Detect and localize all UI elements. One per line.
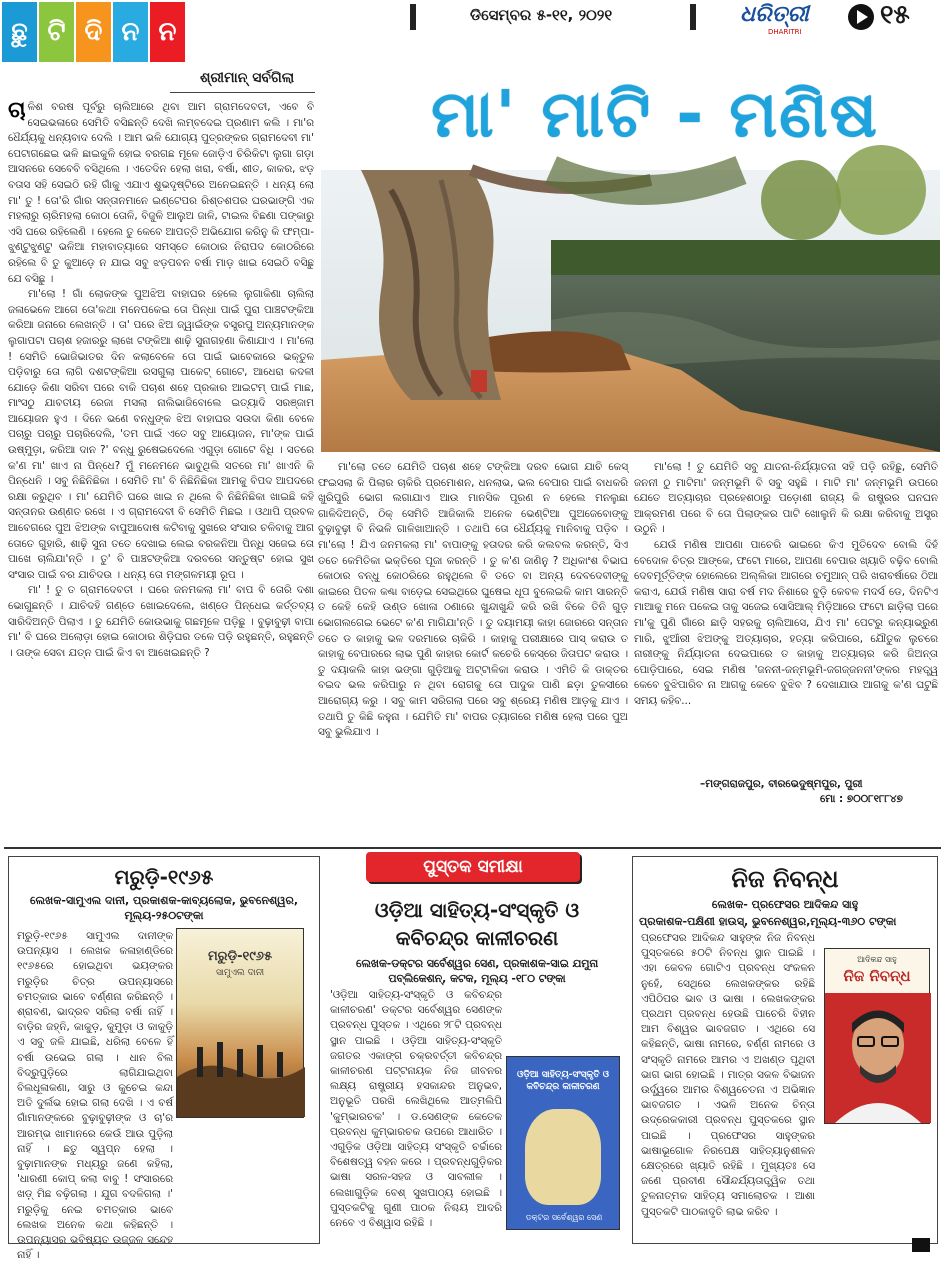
author-mobile: ମୋ : ୭୦୦୮୧୮୮୪୭ (820, 793, 903, 805)
article-column-right (634, 460, 938, 778)
header-divider (410, 4, 416, 30)
play-icon (848, 4, 874, 30)
book-title: ଓଡ଼ିଆ ସାହିତ୍ୟ-ସଂସ୍କୃତି ଓ କବିଚନ୍ଦ୍ର କାଳୀଚରଣ (374, 898, 580, 950)
section-tiles (2, 2, 185, 62)
photo-illustration (321, 170, 940, 452)
section-tile: ଛୁ (2, 2, 37, 62)
book-review-text: ମରୁଡ଼ି-୧୯୬୫ ସାମୁଏଲ ଦାନୀଙ୍କ ଉପନ୍ୟାସ । ଲେଖକ କଳାହାଣ୍ଡିରେ ୧୯୬୫ରେ ହୋଇଥିବା ଭୟଙ୍କର ମରୁଡ଼ିର ଚିତ୍ର ଉପନ୍ୟାସରେ ଚମତ୍କାର ଭାବେ ବର୍ଣ୍ଣନା କରିଛନ୍ତି । ଶ୍ରାବଣ, ଭାଦ୍ରବ ସରିଲା ବର୍ଷା ନାହିଁ । ବାଡ଼ିର ଜହ୍ନି, କାକୁଡ଼, କୁମୁଡ଼ା ଓ କାକୁଡ଼ି ଏ ସବୁ ଜଳି ଯାଇଛି, ଧରିଲା ବେଳେ ହିଁ ବର୍ଷା ଉଭେଇ ଗଲା । ଧାନ ବିଲ ବିଦ୍ରୁପୁଡ଼ିରେ ଲାଗିଯାଇଥିବା ବିଲଧୂଳାକଣା, ସାରୁ ଓ କୁଚେଇ କନ୍ଦା ଅତି ଦୁର୍ଲଭ ହୋଇ ଗଲା ଦେଖି । ଏ ବର୍ଷ ଗାଁମାନଙ୍କରେ ବୁଢ଼ାବୁଢ଼ୀଙ୍କ ଓ ଚା'ର ଆରମ୍ଭ ଖାମାନରେ କେଉଁ ଆଉ ପୁଡ଼ିଲା ନାହିଁ । ଛତୁ ସ୍ୱପ୍ନ ହେଲା । ବୁଢ଼ାମାନଙ୍କ ମଧ୍ୟରୁ ଜଣେ କହିଲା, 'ଧାରଣୀ କୋପ୍ କଲା ବାବୁ ! ସଂସାରରେ ଖଡ଼୍ ମିଛ ବଢ଼ିଗଲା । ଯୁଗ ବଦଳିଗଲା ।' ମରୁଡ଼ିକୁ ନେଇ ଚମତ୍କାର ଭାବେ ଲେଖକ ଅନେକ କଥା କହିଛନ୍ତି । ଉପନ୍ୟାସର ଭବିଷ୍ୟତ ଉଜ୍ଜଳ ସନ୍ଦେହ ନାହିଁ । (17, 930, 173, 1262)
book-cover-kalicharan (506, 1056, 620, 1230)
cover-portrait (525, 1109, 601, 1205)
corner-mark (912, 1238, 930, 1252)
cover-title: ମରୁଡ଼ି-୧୯୬୫ (207, 949, 273, 964)
article-paragraph: ମା'ଲୋ ! ଗାଁ ଲୋକଙ୍କ ପୁଅଝିଅ ବାହାଘର ହେଲେ ଲୁଗାକିଣା ଚାଲିଲା ଜଳାଭେଳେ ଆଗେ ତୋ'କଥା ମନେପକେଇ ତୋ ପିନ୍ଧା ପାଇଁ ପୁରା ପାଞ୍ଚଟଙ୍କିଆ କରିଆ ଜନାରେ ଲେଖନ୍ତି । ତା' ପରେ ଝିଅ ଜ୍ୱାଇଁଙ୍କ ବସ୍ତ୍ରପୁ ଅନ୍ୟମାନଙ୍କ ଲୁଗାପଟା ପଚାଶ ହଜାରରୁ ଲାଖେ ଟଙ୍କିଆ ଶାଢ଼ି ସୁନାଗହଣା କିଣାଯାଏ । ମା'ଲୋ ! ସେମିତି ଭୋଜିଭାତର ଦିନ କଲାବେଳେ ତୋ ପାଇଁ ଭାବେକାରେ ଭକ୍ତୁଳ ପଡ଼ିବାରୁ ତୋ ଲାଗି ଦଶଟଙ୍କିଆ ରସଗୁଲା ପାକେଟ୍ ଗୋଟେ, ଆଧେରା କଦଳୀ ଯୋଡ଼େ କିଣା ସରିବା ପରେ ବାକି ପଚାଶ ଶହେ ପ୍ରକାର ଆଇଟମ୍ ପାଇଁ ମାଛ, ମାଂସଠୁ ଯାବତୀୟ ରେଜା ମସଲା ନାଲିଭାଜିବୋଲେ ଇତ୍ୟାଦି ସରଞ୍ଜାମ ଆୟୋଜନ ହୁଏ । ଦିନେ ଭଣେ ବନ୍ଧୁଙ୍କ ଝିଅ ବାହାଘର ସଉଦା କିଣା ବେଳେ ପଚାରୁ ପଚାରୁ ପଚାରିଦେଲି, 'ତମ ପାଇଁ ଏତେ ସବୁ ଆୟୋଜନ, ମା'ଙ୍କ ପାଇଁ ଉଷ୍ମୁଡ଼ା, କରିଆ ଦାନ ?' ବନ୍ଧୁ ରୁଷେଇଦେଲେ ଏଗୁଡ଼ା ଗୋଟେ ବିଧି । ସତରେ କ'ଣ ମା' ଖାଏ ନା ପିନ୍ଧେ? ମୁଁ ମନେମନେ ଭାବୁଥିଲି ସତରେ ମା' ଖାଏନି କି ପିନ୍ଧେନି । ସବୁ ନିଛିନିଛିକା । ସେମିତି ମା' ବି ନିଛିନିଛିକା ଆମକୁ ବିପଦ ଆପଦରେ ରକ୍ଷା କରୁଥିବ । ମା' ଯେମିତି ଘରେ ଖାଇ ନ ଥିଲେ ବି ନିଛିନିଛିକା ଖାଇଛି କହି ସନ୍ତାନର ଉଣ୍ଣତ ରଖେ । ଏ ଗ୍ରାମଦେବୀ ବି ସେମିତି ମିଛଇ । ଓଥାପି ପ୍ରବଳ ଆବେଗରେ ପୁଅ ଝିଅଙ୍କ ବାପୁଆଦୋଷ କଟିବାକୁ ସୁଖରେ ସଂସାର ଚଳିବାକୁ ଆଗ ତୋତେ ଗୁହାରି, ଶାଢ଼ି ସୁନା ତତେ ଦେଖାଇ ଲେଇ ବରକନିଆ ପିନ୍ଧି ସଜେଇ ତୋ ପାଖେ ଚାଲିଯା'ନ୍ତି । ତୁ' ବି ପାଞ୍ଚଟଙ୍କିଆ ଦରବରେ ସନ୍ତୁଷ୍ଟ ହୋଇ ସୁଖ ସଂସାର ପାଇଁ ବର ଯାଚିଦଉ । ଧନ୍ୟ ତୋ ମଙ୍ଗଳମୟୀ ରୂପ । (8, 288, 314, 581)
section-tile: ଦି (76, 2, 111, 62)
brand-subtitle: DHARITRI (768, 28, 802, 36)
section-tile: ଟି (39, 2, 74, 62)
article-paragraph: ମା' ! ତୁ ତ ଗ୍ରାମଦେବତୀ । ଘରେ ଜନମକଲା ମା' ବାପ ବି ତୋରି ଦଶା ଭୋଗୁଛନ୍ତି । ଯାଚିଦହି ଗଣ୍ଡେ ଖୋଇଦେଲେ, ଖଣ୍ଡେ ପିନ୍ଧେଇ କର୍ତ୍ତବ୍ୟ ସାରିଦିଅନ୍ତି ପିଲାଏ । ତୁ ଯେମିତି କୋଉଭାକୁ ଗଛମୂଳେ ପଡ଼ିଛୁ । ବୁଢ଼ାବୁଢ଼ୀ ବାପା ମା' ବି ଘରେ ଅଲୋଡ଼ା ହୋଇ କୋଠାର ଶିଡ଼ିଘର ତଳେ ପଡ଼ି ରହୁଛନ୍ତି, ରହୁଛନ୍ତି । ତାଙ୍କ ସେବା ଯତ୍ନ ପାଇଁ କିଏ ବା ଆଖେଇଛନ୍ତି ? (8, 584, 314, 659)
article-paragraph: ମା'ଲୋ ତତେ ଯେମିତି ପଚାଶ ଶହେ ଟଙ୍କିଆ ଦରବ ଭୋଗ ଯାଚି କେସ୍ ଫଇସଲା କି ପିଲାର ଚାକିରି ପ୍ରମୋଶନ, ଧନଲାଭ, ଭଲ ବେପାର ପାଇଁ ବାଧକରି ଖୁରିପୁରି ଭୋଗ ଲଗାଯାଏ ଆଉ ମାନସିକ ପୂରଣ ନ ହେଲେ ମନଲୁଛା ଗାଳିଦିଅନ୍ତି, ଠିକ୍ ସେମିତି ଆଜିକାଲି ଅନେକ ଭେଣ୍ଟିଆ ପୁଅଜେବୋଙ୍କୁ ବୁଢ଼ାବୁଢ଼ୀ ବି ନିଭଳି ଗାଳିଖାଆନ୍ତି । ତଥାପି ତୋ ଧୈର୍ଯ୍ୟକୁ ମାନିବାକୁ ପଡ଼ିବ । ମା'ଲୋ ! ଯିଏ ଜନମକଲା ମା' ବାପାଙ୍କୁ ହତାଦର କରି କଲବଲ କରନ୍ତି, ସିଏ ତତେ କେମିତିକା ଭକ୍ତିରେ ପୂଜା କରନ୍ତି । ତୁ କ'ଣ ଜାଣିନୁ ? ଅଧିକାଂଶ ବିଭାଘ କୋଠାର ବନ୍ଧୁ କୋଠରିରେ ରହୁଥିଲେ ବି ତତେ ବା ଅନ୍ୟ ଦେବଦେବୀଙ୍କୁ କାଇରେ ପିତଳ କଣ୍ଢା ବାଡ଼େଇ ସେଇଥିରେ ଘୁଷେଇ ଧୂପ ବୁଲେଇକି କାମ ସାରନ୍ତି ତ କେହି କେହି ଉଣ୍ଡ ଖୋଳା ଠଣାରେ ଖୁନ୍ଦାଖୁନ୍ଦି କରି ରଖି ବିକେ ତିନି ଗୁଡ଼ ଭୋଗଲଗେଇ ଭେଟେ କ'ଣ ମାଗିଯା'ନ୍ତି । ତୁ ଦୟାମୟୀ କାହା ଜୋରରେ ସନ୍ତାନ ତତେ ଡ କାହାକୁ ଭଳ ଦରମାରେ ଚାକିରି । କାହାକୁ ପରୀକ୍ଷାରେ ପାସ୍ କରାଉ ତ କାହାକୁ ବେପାରରେ ଲାଭ ପୁଣି କାହାର କୋର୍ଟ କଚେରି କେସ୍‌ରେ ଜିତାପଟ କରାଉ । ତୁ ଦୟାକଲି କାହା ଭଙ୍ଗା ଗୁଡ଼ିଆକୁ ଅଟ୍ଟାଳିକା କରାଉ । ଏମିତି କି ଡାକ୍ତର ବଇଦ ଭଲ କରିପାରୁ ନ ଥିବା ରୋଗକୁ ତୋ ପାଦୁକ ପାଣି ଛଡ଼ା ତୁଳସୀରେ ଆରୋଗ୍ୟ କରୁ । ସବୁ କାମ ସରିଗଲା ପରେ ସବୁ ଶ୍ରେୟ ମଣିଷ ଆଡ଼କୁ ଯାଏ । ତଥାପି ତୁ କିଛି କହୁନା । ଯେମିତି ମା' ବାପର ତ୍ୟାଗରେ ମଣିଷ ହେଲା ପରେ ପୁଅ ସବୁ ଭୁଲିଯାଏ । (318, 461, 628, 739)
header-divider (690, 4, 696, 30)
cover-title: ଓଡ଼ିଆ ସାହିତ୍ୟ-ସଂସ୍କୃତି ଓ କବିଚନ୍ଦ୍ର କାଳୀଚରଣ (517, 1070, 609, 1092)
article-column-left (8, 100, 314, 842)
book-author: ଲେଖକ- ପ୍ରଫେସର ଆଦିକନ୍ଦ ସାହୁ (711, 898, 859, 911)
page-number: ୧୫ (880, 0, 910, 30)
article-byline: ଶ୍ରୀମାନ୍ ସର୍ବଗିଲା (200, 70, 295, 86)
cover-author: ଆଦିକନ୍ଦ ସାହୁ (857, 955, 897, 964)
article-paragraph: ଯେଉଁ ମଣିଷ ଆପଣା ପାଚେରି ଭାଇରେ କିଏ ମୁତିଦେବ ବୋଲି ଦିହଁ ବେଦୋଳ ଚିତ୍ର ଆଙ୍କେ, ଫଟୋ ମାରେ, ଆପଣା ବେପାର ଖ୍ୟାତି ବଢ଼ିବ ବୋଲି ଦେବମୂର୍ତ୍ତିଙ୍କ ହୋଲେରେ ଅଲ୍ଲିକା ଆଗରେ ଚମୁଆନ୍ ପରି ଖରାବର୍ଷାରେ ଠିଆ କରାଏ, ଯେଉଁ ମଣିଷ ସାରା ବର୍ଷ ମଦ ନିଶାରେ ବୁଡ଼ି କେବଳ ମଦର୍ସ ଡେ, ଦିନଟିଏ ମାଆକୁ ମନେ ପକେଇ ତାକୁ ସଜେଇ ସୋସିଆଲ୍ ମିଡ଼ିଆରେ ଫଟୋ ଛାଡ଼ିଲା ପରେ ମା'କୁ ପୁଣି ଗାଁରେ ଛାଡ଼ି ସହରକୁ ଚାଲିଆସେ, ଯିଏ ମା' ପେଟରୁ କନ୍ୟାଭ୍ରୁଣ ମାରି, ଝୁଆଁରୀ ଝିଅଙ୍କୁ ଅତ୍ୟାଚାର, ହତ୍ୟା କରିପାରେ, ଯୌତୁକ ଲୁଚରେ ନାରୀଙ୍କୁ ନିର୍ଯ୍ୟାତନା ଦେଇପାରେ ତ କାହାକୁ ଅତ୍ୟାଚାର କରି ଜିଅନ୍ତା ପୋଡ଼ିପାରେ, ସେଇ ମଣିଷ 'ଜନନୀ-ଜନ୍ମଭୂମି-ଜଗଜ୍ଜନନୀ'ଙ୍କର ମହତ୍ତ୍ୱ କେବେ ବୁଝିପାରିବ ନା ଆଗକୁ କେବେ ବୁଝିବ ? ଦେଖାଯାଉ ଆଗକୁ କ'ଣ ଘଟୁଛି ସମୟ କହିବ... (634, 538, 938, 707)
book-cover-maruḍi (176, 928, 304, 1118)
author-location: –ମଙ୍ଗରାଜପୁର, ବୀରଭେଦୁଷ୍ମପୁର, ପୁରୀ (700, 778, 863, 790)
book-title: ମରୁଡ଼ି-୧୯୬୫ (114, 865, 214, 889)
book-review-banner: ପୁସ୍ତକ ସମୀକ୍ଷା (366, 852, 580, 882)
cover-title: ନିଜ ନିବନ୍ଧ (843, 967, 911, 985)
article-paragraph: ମା'ଲୋ ! ତୁ ଯେମିତି ସବୁ ଯାତନା-ନିର୍ଯ୍ୟାତନା ସହି ପଡ଼ି ରହିଛୁ, ସେମିତି ଜନନୀ ଠୁ ମାଟିମା' ଜନ୍ମଭୂମି ବି ସବୁ ସହୁଛି । ମାଟି ମା' ଜନ୍ମଭୂମି ଉପରେ ଯେତେ ଅତ୍ୟାଚାର ପ୍ରହେଶଠାରୁ ପଡ଼ୋଶୀ ରାଜ୍ୟ କି ରାଷ୍ଟ୍ରର ଘନଘନ ଆକ୍ରମଣ ପରେ ବି ତୋ ପିଲାଙ୍କର ପାଟି ଖୋଲୁନି କି ରକ୍ଷା କରିବାକୁ ଅସ୍ତ୍ର ଉଠୁନି । (634, 461, 938, 536)
page-header (0, 0, 945, 64)
drop-cap: ଚା (8, 98, 26, 123)
book-meta: ଲେଖକ-ଡକ୍ଟର ସର୍ବେଶ୍ୱର ସେଣ, ପ୍ରକାଶକ-ସାଇ ଯମୁନା ପବ୍ଲିକେଶନ୍, କଟକ, ମୂଲ୍ୟ -୧୮୦ ଟଙ୍କା (355, 957, 599, 985)
book-cover-nija-nibandha (824, 948, 930, 1124)
article-paragraph: ଚାଳିଶ ବରଷ ପୂର୍ବରୁ ଚାଲିଆରେ ଥିବା ଆମ ଗ୍ରାମଦେବତୀ, ଏବେ ବି ସେଇଭଳାରେ ସେମିତି ବସିଛନ୍ତି ଦେଖି ଲମ୍ବଦେଇ ପ୍ରଣାମ କଲି । ମା'ର ଧୈର୍ଯ୍ୟକୁ ଧନ୍ୟବାଦ ଦେଲି । ଆମ ଭଳି ଯୋଗ୍ୟ ପୁତ୍ରଙ୍କର ଗ୍ରାମଦେବୀ ମା' ପେଟାଗଛେଇ ଭଳି ଛାଇକୁଳି ହୋଇ ବରଗଛ ମୂଳେ ଜୋଡ଼ିଏ ଚିରିକିଟା ଲୁଗା ଗଡ଼ା ଆସନରେ ସେବେବି ବସିଥିଲେ । ଏତେଦିନ ହେଲା ଖରା, ବର୍ଷା, ଶୀତ, କାକର, ଝଡ଼ ବତାସ ସହି ସେଇଠି ରହି ଗାଁକୁ ଏଯାଏ ଶୁଭଦୃଷ୍ଟିରେ ଅନେଇଛନ୍ତି । ଧନ୍ୟ ଲୋ ମା' ତୁ ! ତୋ'ରି ଗାଁର ସନ୍ତାନମାନେ ଇଣ୍ଟେପର ରିଶ୍ତଶପର ଘରଭାଙ୍ଗି ଏକ ମହଲାରୁ ଚାରିମହଲା କୋଠା ତୋଳି, ବିଜୁଳି ଆଲୁଅ ଜାଳି, ଟାଇଲ ବିଛଣା ପଙ୍କାରୁ ଏସି ଘରେ ରହିଲେଣି । ହେଲେ ତୁ କେବେ ଆପତ୍ତି ଅଭିଯୋଗ କରିନୁ କି ଫମ୍ପା-ଝୁଣ୍ଟୁଝୁଣ୍ଟୁ ଭଳିଆ ମହାବାତ୍ୟାରେ ସମସ୍ତେ କୋଠାର ନିରାପଦ କୋଠରିରେ ରହିଲେ ବି ତୁ କୁଆଡ଼େ ନ ଯାଇ ସବୁ ଝଡ଼ପବନ ବର୍ଷା ମାଡ଼ ଖାଇ ସେଇଠି ବସିଛୁ ଯେ ବସିଛୁ । (8, 98, 314, 285)
book-review-text: 'ଓଡ଼ିଆ ସାହିତ୍ୟ-ସଂସ୍କୃତି ଓ କବିଚନ୍ଦ୍ର କାଳୀଚରଣ' ଡକ୍ଟର ସର୍ବେଶ୍ୱର ସେଣଙ୍କ ପ୍ରବନ୍ଧ ପୁସ୍ତକ । ଏଥିରେ ୨୮ଟି ପ୍ରବନ୍ଧ ସ୍ଥାନ ପାଇଛି । ଓଡ଼ିଆ ସାହିତ୍ୟ-ସଂସ୍କୃତି ଜଗତର ଏକାଙ୍ଗ ଚକ୍ରବର୍ତ୍ତୀ କବିଚନ୍ଦ୍ର କାଳୀଚରଣ ପଟ୍ଟନାୟକ ନିଜ ଜୀବନର ଲକ୍ଷ୍ୟ ରାଷ୍ଟ୍ରୀୟ ହସକାନ୍ଦର ଅନୁଭବ, ଅନୁଭୂତି ପରଖି ଲେଖିଥିଲେ ଆତ୍ମଲିପି 'କୁମ୍ଭାରଚକ' । ଡ.ସେଣଙ୍କ କେତେକ ପ୍ରବନ୍ଧ କୁମ୍ଭାରଚକ ଉପରେ ଆଧାରିତ । ଏଗୁଡ଼ିକ ଓଡ଼ିଆ ସାହିତ୍ୟ ସଂସ୍କୃତି ଚର୍ଚ୍ଚାରେ ବିଶେଷତ୍ୱ ବହନ କରେ । ପ୍ରବନ୍ଧଗୁଡ଼ିକର ଭାଷା ସରଳ-ସହଜ ଓ ସାବଲୀଳ । ଲେଖାଗୁଡ଼ିକ ବେଶ୍ ସୁଖପାଠ୍ୟ ହୋଇଛି । ପୁସ୍ତକଟିକୁ ଗୁଣୀ ପାଠକ ନିଶ୍ଚୟ ଆଦରି ନେବେ ଏ ବିଶ୍ୱାସ ରହିଛି । (330, 989, 502, 1230)
article-column-middle (318, 460, 628, 842)
section-divider (4, 847, 941, 849)
article-photo-banyan-tree (321, 170, 940, 452)
byline-underline (170, 92, 315, 93)
cover-author: ସାମୁଏଲ ଦାନୀ (215, 968, 265, 978)
book-publisher: ପ୍ରକାଶକ-ପକ୍ଷିଣୀ ହାଉସ୍, ଭୁବନେଶ୍ୱର,ମୂଲ୍ୟ-୩୬୦ ଟଙ୍କା (639, 915, 897, 928)
book-title: ନିଜ ନିବନ୍ଧ (731, 865, 839, 893)
brand-logo: ଧରିତ୍ରୀ (740, 2, 809, 27)
section-tile: ନ (113, 2, 148, 62)
section-tile: ନ (150, 2, 185, 62)
cover-portrait (825, 993, 931, 1123)
cover-illustration (177, 997, 305, 1117)
book-review-text: ପ୍ରଫେସର ଆଦିକନ୍ଦ ସାହୁଙ୍କ ନିଜ ନିବନ୍ଧ ପୁସ୍ତକରେ ୫୦ଟି ନିବନ୍ଧ ସ୍ଥାନ ପାଇଛି । ଏହା କେବଳ ଗୋଟିଏ ପ୍ରବନ୍ଧ ସଂକଳନ ନୁହେଁ, ସେଥିରେ ଲେଖକଙ୍କର ରହିଛି ଏପିଠିପର ଭାବ ଓ ଭାଷା । ଲେଖକଙ୍କର ପ୍ରଥମ ପ୍ରବନ୍ଧ ହେଉଛି ପାଚେରି ବିହୀନ ଆମ ବିଶ୍ୱର ଭାବଜଗତ । ଏଥିରେ ସେ କହିଛନ୍ତି, ଭାଷା ନାମରେ, ବର୍ଣ୍ଣ ନାମରେ ଓ ସଂସ୍କୃତି ନାମରେ ଆମର ଏ ଅଖଣ୍ଡ ପୃଥିବୀ ଭାଗ ଭାଗ ହୋଇଛି । ମାତ୍ର ସକଳ ବିଭାଜନ ଉର୍ଦ୍ଧ୍ୱରେ ଆମର ବିଶ୍ୱଚେତନା ଏ ଅଭିଜ୍ଞାନ ଭାବଜଗତ । ଏଭଳି ଅନେକ ଚିନ୍ତା ଉଦ୍ରେକକାରୀ ପ୍ରବନ୍ଧ ପୁସ୍ତକରେ ସ୍ଥାନ ପାଇଛି । ପ୍ରଫେସର ସାହୁଙ୍କର ଭାଷାଭୂଗୋଳ ନିରପେକ୍ଷ ସାହିତ୍ୟାନୁଶୀଳନ କ୍ଷେତ୍ରରେ ଖ୍ୟାତି ରହିଛି । ମୁଖ୍ୟତଃ ସେ ଜଣେ ପ୍ରବୀଣ ସୌନ୍ଦର୍ଯ୍ୟତାତ୍ତ୍ୱିକ ତଥା ତୁଳନାତ୍ମକ ସାହିତ୍ୟ ସମାଲୋଚକ । ଆଶା ପୁସ୍ତକଟି ପାଠକାଦୃତି ଲାଭ କରିବ । (641, 932, 815, 1218)
book-meta: ଲେଖକ-ସାମୁଏଲ ଦାନୀ, ପ୍ରକାଶକ-କାବ୍ୟଲୋକ, ଭୁବନେଶ୍ୱର, ମୂଲ୍ୟ-୨୫୦ଟଙ୍କା (29, 894, 299, 922)
issue-date: ଡିସେମ୍ବର ୫-୧୧, ୨୦୨୧ (470, 6, 613, 24)
article-headline: ମା' ମାଟି - ମଣିଷ (431, 78, 879, 152)
cover-author: ଡକ୍ଟର ସର୍ବେଶ୍ୱର ସେଣ (525, 1213, 603, 1222)
